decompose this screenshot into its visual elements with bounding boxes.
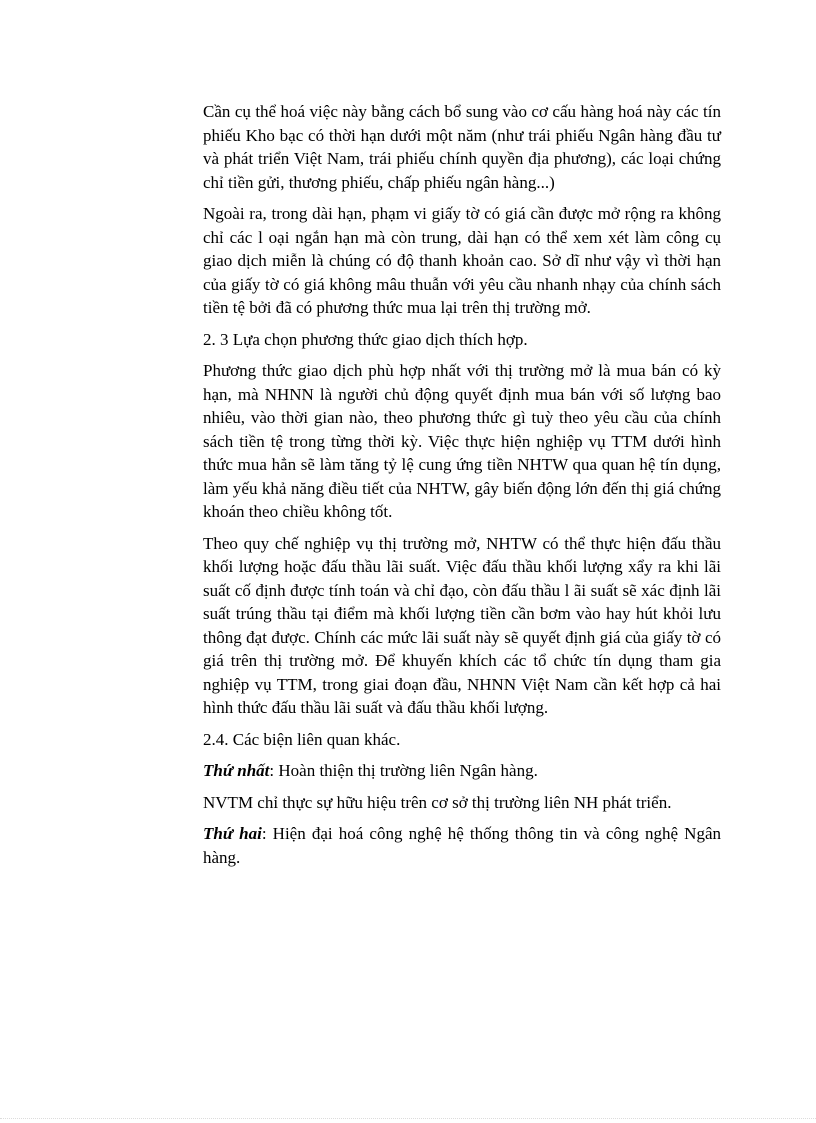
paragraph-first-measure — [203, 759, 721, 783]
paragraph-long-term-scope: Ngoài ra, trong dài hạn, phạm vi giấy tờ có giá cần được mở rộng ra không chỉ các l oại ngắn hạn mà còn trung, dài hạn có thể xem xét làm công cụ giao dịch miễn là chúng có độ thanh khoản cao. Sở dĩ như vậy vì thời hạn của giấy tờ có giá không mâu thuẫn với yêu cầu nhanh nhạy của chính sách tiền tệ bởi đã có phương thức mua lại trên thị trường mở. — [203, 204, 721, 317]
paragraph-second-measure — [203, 822, 721, 869]
section-heading-2-4: 2.4. Các biện liên quan khác. — [203, 729, 401, 749]
first-measure-text: : Hoàn thiện thị trường liên Ngân hàng. — [269, 761, 538, 780]
page-bottom-divider — [0, 1118, 816, 1119]
lead-second: Thứ hai — [203, 824, 262, 843]
second-measure-text: : Hiện đại hoá công nghệ hệ thống thông tin và công nghệ Ngân hàng. — [203, 824, 721, 867]
lead-first: Thứ nhất — [203, 761, 270, 780]
paragraph-treasury-bills: Cần cụ thể hoá việc này bằng cách bổ sung vào cơ cấu hàng hoá này các tín phiếu Kho bạc có thời hạn dưới một năm (như trái phiếu Ngân hàng đầu tư và phát triển Việt Nam, trái phiếu chính quyền địa phương), các loại chứng chỉ tiền gửi, thương phiếu, chấp phiếu ngân hàng...) — [203, 102, 721, 192]
section-heading-2-3: 2. 3 Lựa chọn phương thức giao dịch thích hợp. — [203, 329, 528, 349]
paragraph-transaction-method: Phương thức giao dịch phù hợp nhất với thị trường mở là mua bán có kỳ hạn, mà NHNN là người chủ động quyết định mua bán với số lượng bao nhiêu, vào thời gian nào, theo phương thức gì tuỳ theo yêu cầu của chính sách tiền tệ trong từng thời kỳ. Việc thực hiện nghiệp vụ TTM dưới hình thức mua hẳn sẽ làm tăng tỷ lệ cung ứng tiền NHTW qua quan hệ tín dụng, làm yếu khả năng điều tiết của NHTW, gây biến động lớn đến thị giá chứng khoán theo chiều không tốt. — [203, 361, 721, 521]
paragraph-auction-rules: Theo quy chế nghiệp vụ thị trường mở, NHTW có thể thực hiện đấu thầu khối lượng hoặc đấu thầu lãi suất. Việc đấu thầu khối lượng xẩy ra khi lãi suất cố định được tính toán và chỉ đạo, còn đấu thầu l ãi suất sẽ xác định lãi suất trúng thầu tại điểm mà khối lượng tiền cần bơm vào hay hút khỏi lưu thông đạt được. Chính các mức lãi suất này sẽ quyết định giá của giấy tờ có giá trên thị trường mở. Để khuyến khích các tổ chức tín dụng tham gia nghiệp vụ TTM, trong giai đoạn đầu, NHNN Việt Nam cần kết hợp cả hai hình thức đấu thầu lãi suất và đấu thầu khối lượng. — [203, 533, 721, 717]
paragraph-interbank-note: NVTM chỉ thực sự hữu hiệu trên cơ sở thị trường liên NH phát triển. — [203, 792, 672, 812]
document-body — [203, 100, 721, 877]
